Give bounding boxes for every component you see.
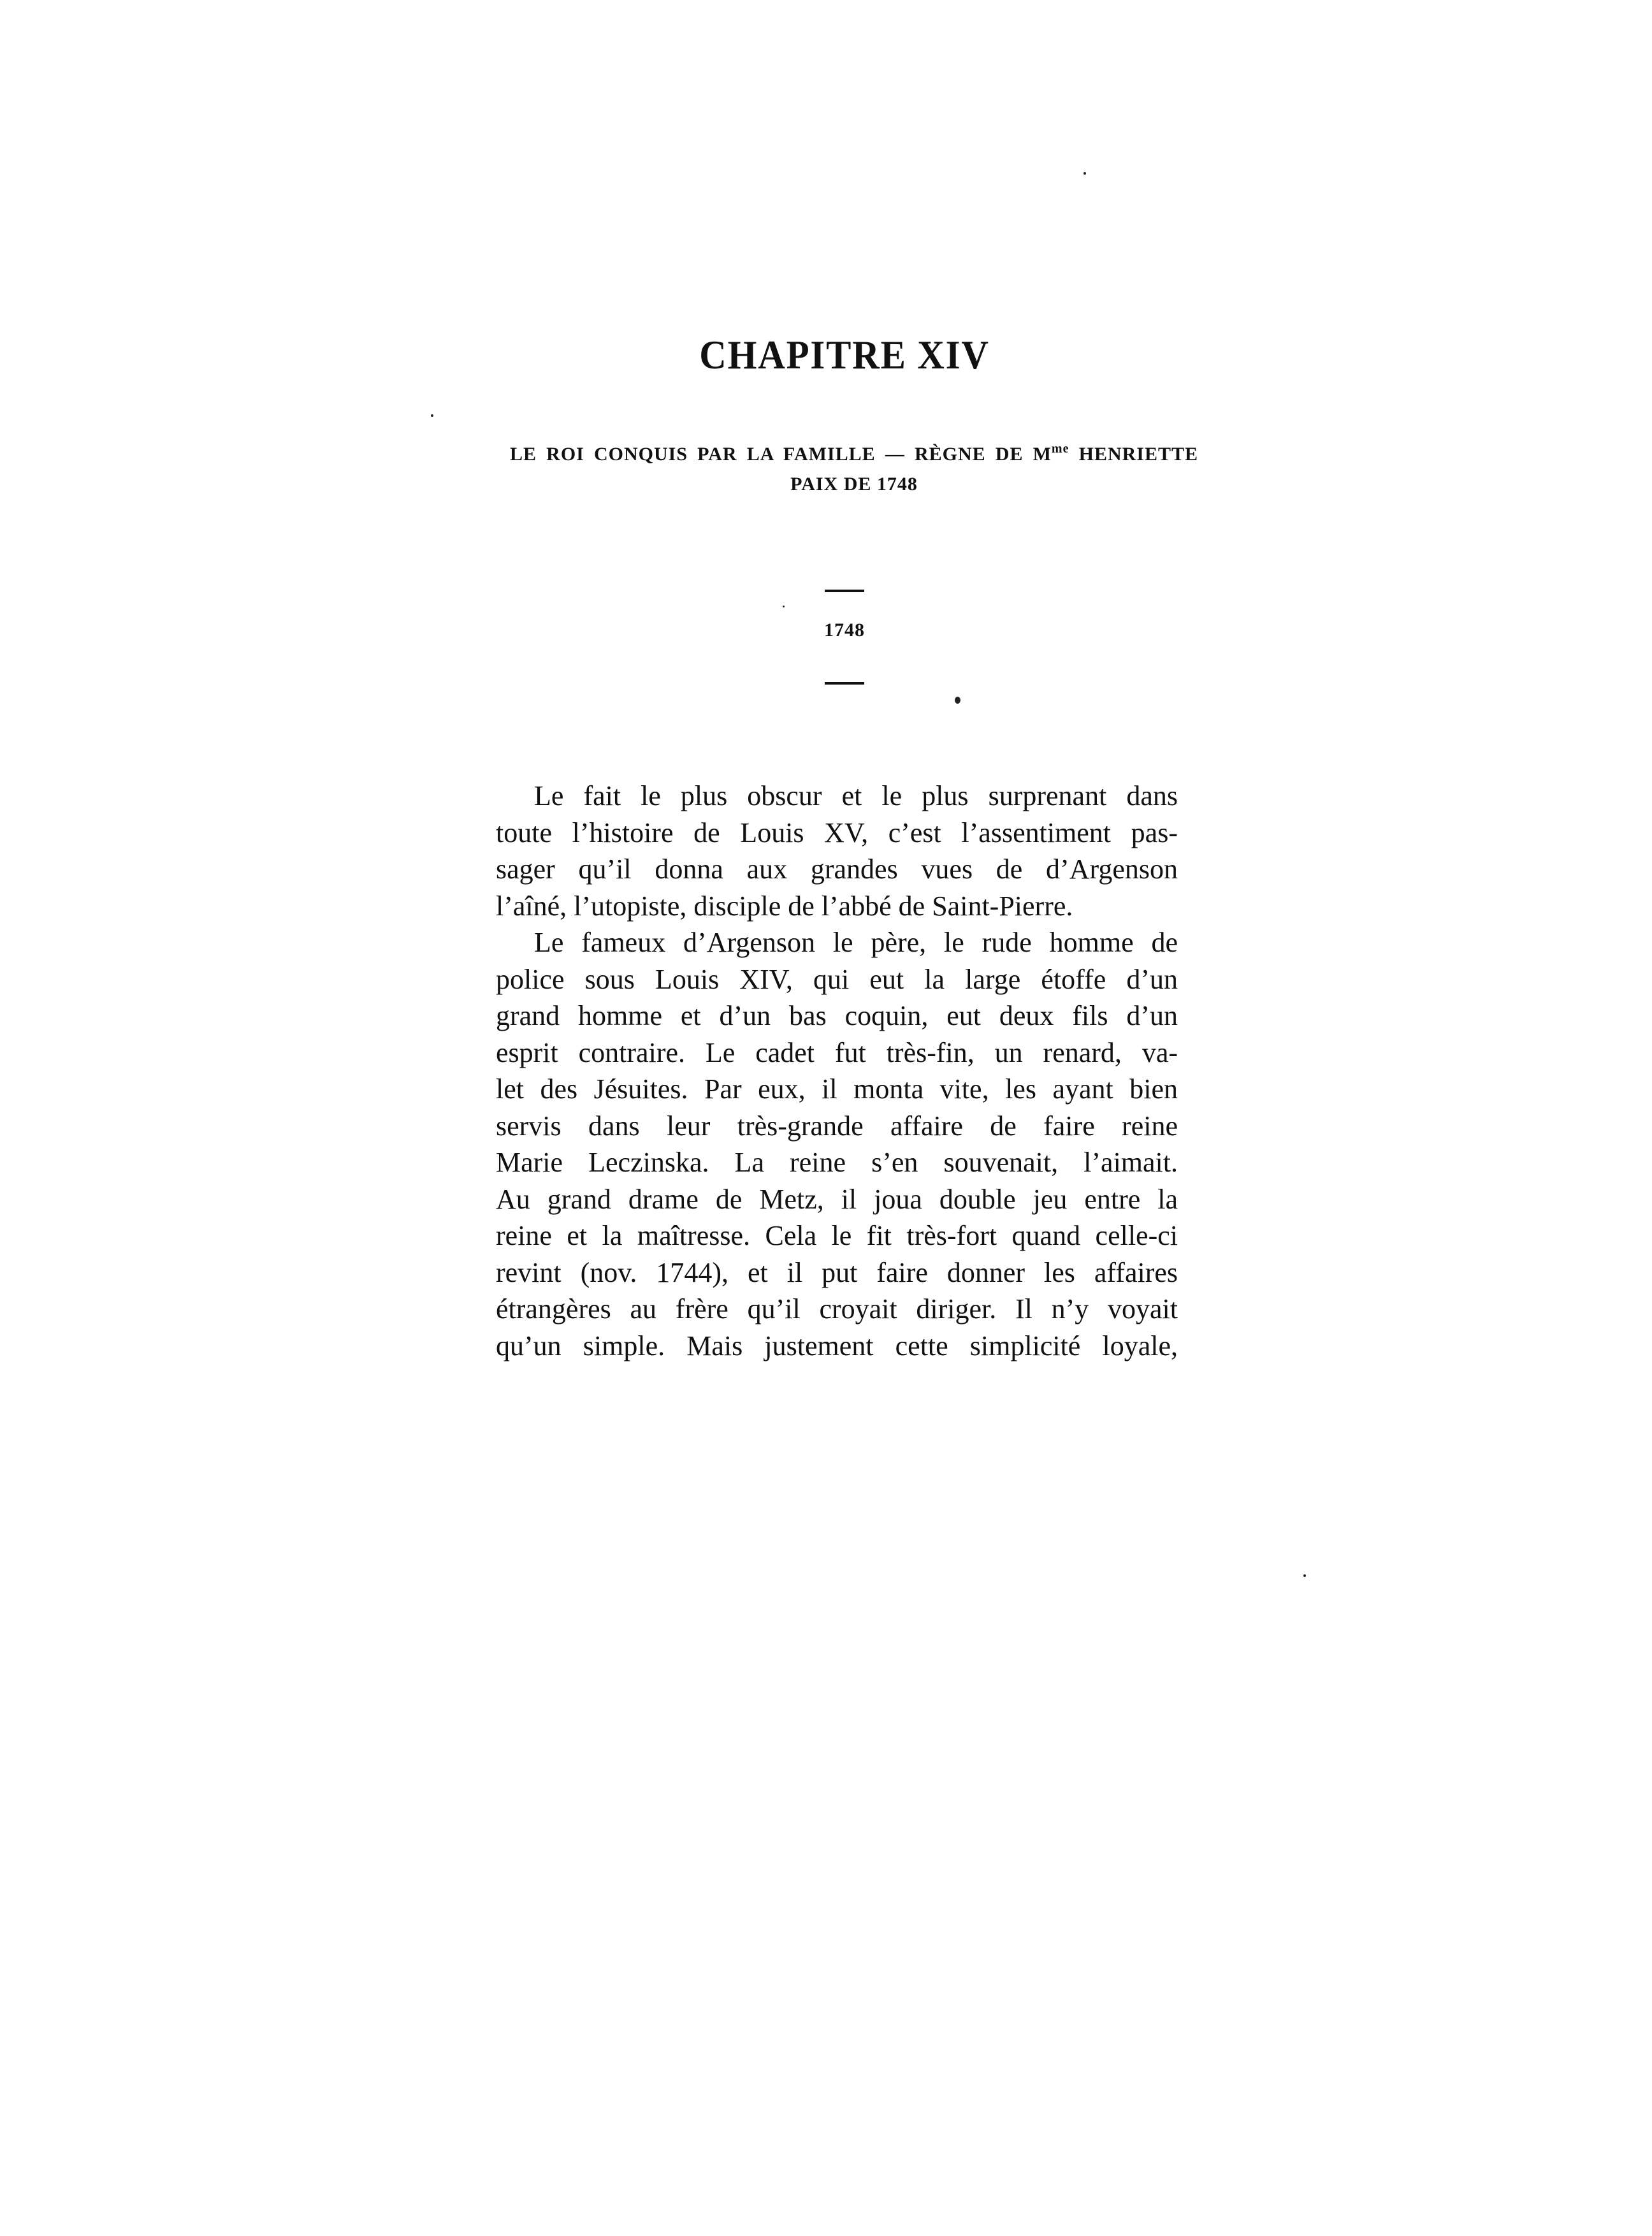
scan-speck [431,414,433,417]
chapter-subtitle-line-1 [510,442,1198,465]
text-line: Le fait le plus obscur et le plus surprenant dans [534,780,1178,811]
text-line: Le fameux d’Argenson le père, le rude homme de [534,927,1178,958]
text-line: Marie Leczinska. La reine s’en souvenait, l’aimait. [496,1147,1178,1178]
subtitle-text-b: HENRIETTE [1069,444,1199,465]
body-paragraphs [496,778,1178,1364]
scan-speck [1303,1574,1306,1577]
text-line: let des Jésuites. Par eux, il monta vite, les ayant bien [496,1073,1178,1105]
divider-dash-bottom [825,682,864,685]
text-line: revint (nov. 1744), et il put faire donner les affaires [496,1256,1178,1288]
text-line: qu’un simple. Mais justement cette simplicité loyale, [496,1330,1178,1361]
text-line: sager qu’il donna aux grandes vues de d’Argenson [496,853,1178,885]
scan-speck [955,697,960,704]
scan-speck [783,606,785,607]
text-line: étrangères au frère qu’il croyait diriger. Il n’y voyait [496,1293,1178,1325]
subtitle-superscript: me [1051,442,1069,456]
text-line: servis dans leur très-grande affaire de faire reine [496,1110,1178,1142]
chapter-subtitle-line-2: PAIX DE 1748 [790,474,918,495]
text-line: esprit contraire. Le cadet fut très-fin, un renard, va- [496,1036,1178,1068]
scan-speck [1083,172,1086,175]
text-line: Au grand drame de Metz, il joua double jeu entre la [496,1183,1178,1215]
chapter-year: 1748 [824,620,865,641]
divider-dash-top [825,590,864,592]
subtitle-text-a: LE ROI CONQUIS PAR LA FAMILLE — RÈGNE DE M [510,444,1052,465]
text-line: police sous Louis XIV, qui eut la large étoffe d’un [496,963,1178,995]
text-line: grand homme et d’un bas coquin, eut deux fils d’un [496,1000,1178,1031]
text-line: l’aîné, l’utopiste, disciple de l’abbé de Saint-Pierre. [496,890,1073,922]
text-line: toute l’histoire de Louis XV, c’est l’assentiment pas- [496,817,1178,848]
text-line: reine et la maîtresse. Cela le fit très-fort quand celle-ci [496,1220,1178,1251]
chapter-title: CHAPITRE XIV [699,332,990,377]
